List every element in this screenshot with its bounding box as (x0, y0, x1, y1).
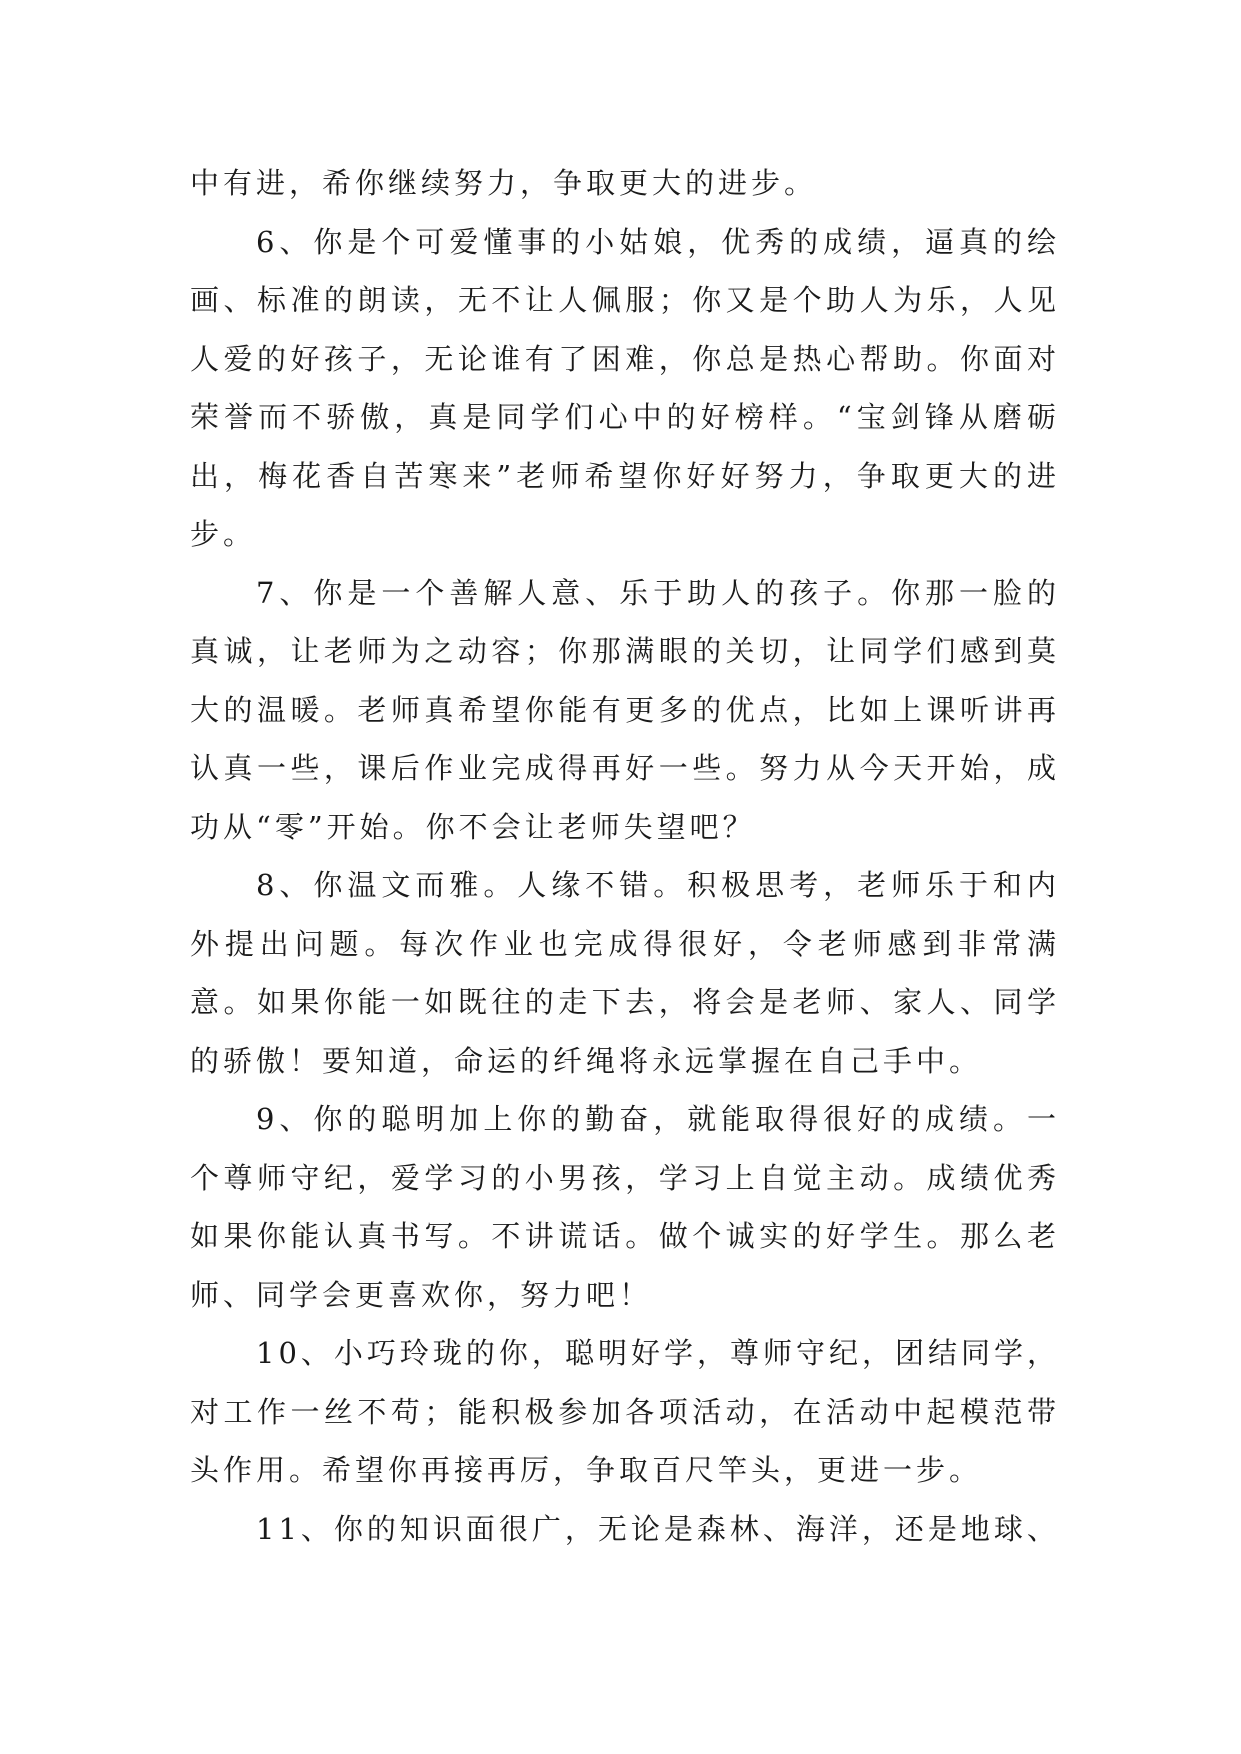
paragraph-continuation: 中有进，希你继续努力，争取更大的进步。 (190, 166, 818, 200)
paragraph-comment-11: 11、你的知识面很广，无论是森林、海洋，还是地球、 (256, 1511, 1060, 1546)
paragraph-comment-8: 8、你温文而雅。人缘不错。积极思考，老师乐于和内外提出问题。每次作业也完成得很好，令老师感到非常满意。如果你能一如既往的走下去，将会是老师、家人、同学的骄傲！要知道，命运的纤绳将永远掌握在自己手中。 (190, 868, 1060, 1078)
paragraph-comment-6: 6、你是个可爱懂事的小姑娘，优秀的成绩，逼真的绘画、标准的朗读，无不让人佩服；你又是个助人为乐，人见人爱的好孩子，无论谁有了困难，你总是热心帮助。你面对荣誉而不骄傲，真是同学们心中的好榜样。“宝剑锋从磨砺出，梅花香自苦寒来”老师希望你好好努力，争取更大的进步。 (190, 224, 1060, 551)
paragraph-comment-10: 10、小巧玲珑的你，聪明好学，尊师守纪，团结同学，对工作一丝不苟；能积极参加各项活动，在活动中起模范带头作用。希望你再接再厉，争取百尺竿头，更进一步。 (190, 1336, 1060, 1487)
document-body (190, 154, 1060, 1558)
paragraph-comment-7: 7、你是一个善解人意、乐于助人的孩子。你那一脸的真诚，让老师为之动容；你那满眼的关切，让同学们感到莫大的温暖。老师真希望你能有更多的优点，比如上课听讲再认真一些，课后作业完成得再好一些。努力从今天开始，成功从“零”开始。你不会让老师失望吧？ (190, 575, 1060, 844)
paragraph-comment-9: 9、你的聪明加上你的勤奋，就能取得很好的成绩。一个尊师守纪，爱学习的小男孩，学习上自觉主动。成绩优秀如果你能认真书写。不讲谎话。做个诚实的好学生。那么老师、同学会更喜欢你，努力吧！ (190, 1102, 1060, 1312)
